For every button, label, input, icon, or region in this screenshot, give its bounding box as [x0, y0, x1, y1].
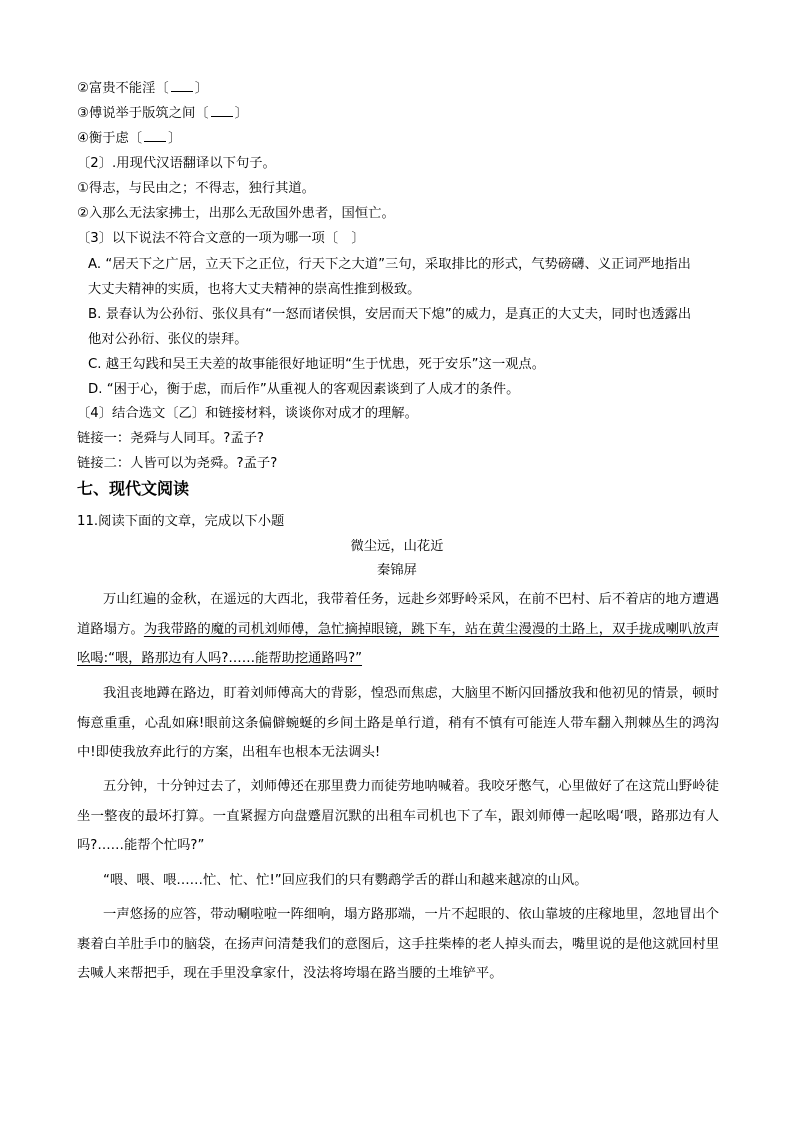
q4-link-1: 链接一：尧舜与人同耳。?孟子?: [77, 431, 264, 446]
q11-prompt: 11.阅读下面的文章，完成以下小题: [77, 514, 285, 529]
q3-prompt: 〔3〕以下说法不符合文意的一项为哪一项〔 〕: [77, 231, 365, 246]
q4-link-2: 链接二：人皆可以为尧舜。?孟子?: [77, 456, 278, 471]
q3-option-a-line1: A. “居天下之广居，立天下之正位，行天下之大道”三句，采取排比的形式，气势磅礴、义正词严地指出: [88, 257, 691, 272]
article-title: 微尘远，山花近: [350, 539, 444, 554]
item-2: ②富贵不能淫〔 〕: [77, 81, 208, 96]
paragraph-5: 一声悠扬的应答，带动唰啦啦一阵细响，塌方路那端，一片不起眼的、依山靠坡的庄稼地里，忽地冒出个裹着白羊肚手巾的脑袋，在扬声问清楚我们的意图后，这手拄柴棒的老人掉头而去，嘴里说的是他这就回村里去喊人来帮把手，现在手里没拿家什，没法将垮塌在路当腰的土堆铲平。: [77, 907, 719, 981]
q3-option-c: C. 越王勾践和吴王夫差的故事能很好地证明“生于忧患，死于安乐”这一观点。: [88, 357, 546, 372]
section-heading: 七、现代文阅读: [77, 479, 190, 498]
answer-blank[interactable]: [171, 79, 193, 92]
q3-option-d: D. “困于心，衡于虑，而后作”从重视人的客观因素谈到了人成才的条件。: [88, 382, 520, 397]
q3-option-a-line2: 大丈夫精神的实质，也将大丈夫精神的崇高性推到极致。: [88, 282, 421, 297]
answer-blank[interactable]: [211, 104, 233, 117]
answer-blank[interactable]: [144, 129, 166, 142]
q2-sentence-2: ②入那么无法家拂士，出那么无敌国外患者，国恒亡。: [77, 206, 395, 221]
item-4: ④衡于虑〔 〕: [77, 131, 182, 146]
q2-prompt: 〔2〕.用现代汉语翻译以下句子。: [77, 156, 276, 171]
paragraph-4: “喂、喂、喂……忙、忙、忙!”回应我们的只有鹦鹉学舌的群山和越来越凉的山风。: [103, 873, 588, 888]
q4-prompt: 〔4〕结合选文〔乙〕和链接材料，谈谈你对成才的理解。: [77, 406, 418, 421]
paragraph-1: 万山红遍的金秋，在遥远的大西北，我带着任务，远赴乡郊野岭采风，在前不巴村、后不着店的地方遭遇道路塌方。为我带路的魔的司机刘师傅，急忙摘掉眼镜，跳下车，站在黄尘漫漫的土路上，双手拢成喇叭放声吆喝:“喂，路那边有人吗?……能帮助挖通路吗?”: [77, 592, 720, 666]
q3-option-b-line1: B. 景春认为公孙衍、张仪具有“一怒而诸侯惧，安居而天下熄”的威力，是真正的大丈夫，同时也透露出: [88, 307, 692, 322]
item-3: ③傅说举于版筑之间〔 〕: [77, 106, 248, 121]
q3-option-b-line2: 他对公孙衍、张仪的崇拜。: [88, 332, 248, 347]
q2-sentence-1: ①得志，与民由之；不得志，独行其道。: [77, 181, 315, 196]
paragraph-3: 五分钟，十分钟过去了，刘师傅还在那里费力而徒劳地呐喊着。我咬牙憋气，心里做好了在这荒山野岭徒坐一整夜的最坏打算。一直紧握方向盘蹙眉沉默的出租车司机也下了车，跟刘师傅一起吆喝‘喂，路那边有人吗?……能帮个忙吗?”: [77, 779, 719, 853]
underlined-sentence: 为我带路的魔的司机刘师傅，急忙摘掉眼镜，跳下车，站在黄尘漫漫的土路上，双手拢成喇叭放声吆喝:“喂，路那边有人吗?……能帮助挖通路吗?”: [77, 621, 720, 666]
article-author: 秦锦屏: [377, 563, 417, 578]
paragraph-2: 我沮丧地蹲在路边，盯着刘师傅高大的背影，惶恐而焦虑，大脑里不断闪回播放我和他初见的情景，顿时悔意重重，心乱如麻!眼前这条偏僻蜿蜒的乡间土路是单行道，稍有不慎有可能连人带车翻入荆棘丛生的鸿沟中!即使我放弃此行的方案，出租车也根本无法调头!: [77, 686, 719, 760]
